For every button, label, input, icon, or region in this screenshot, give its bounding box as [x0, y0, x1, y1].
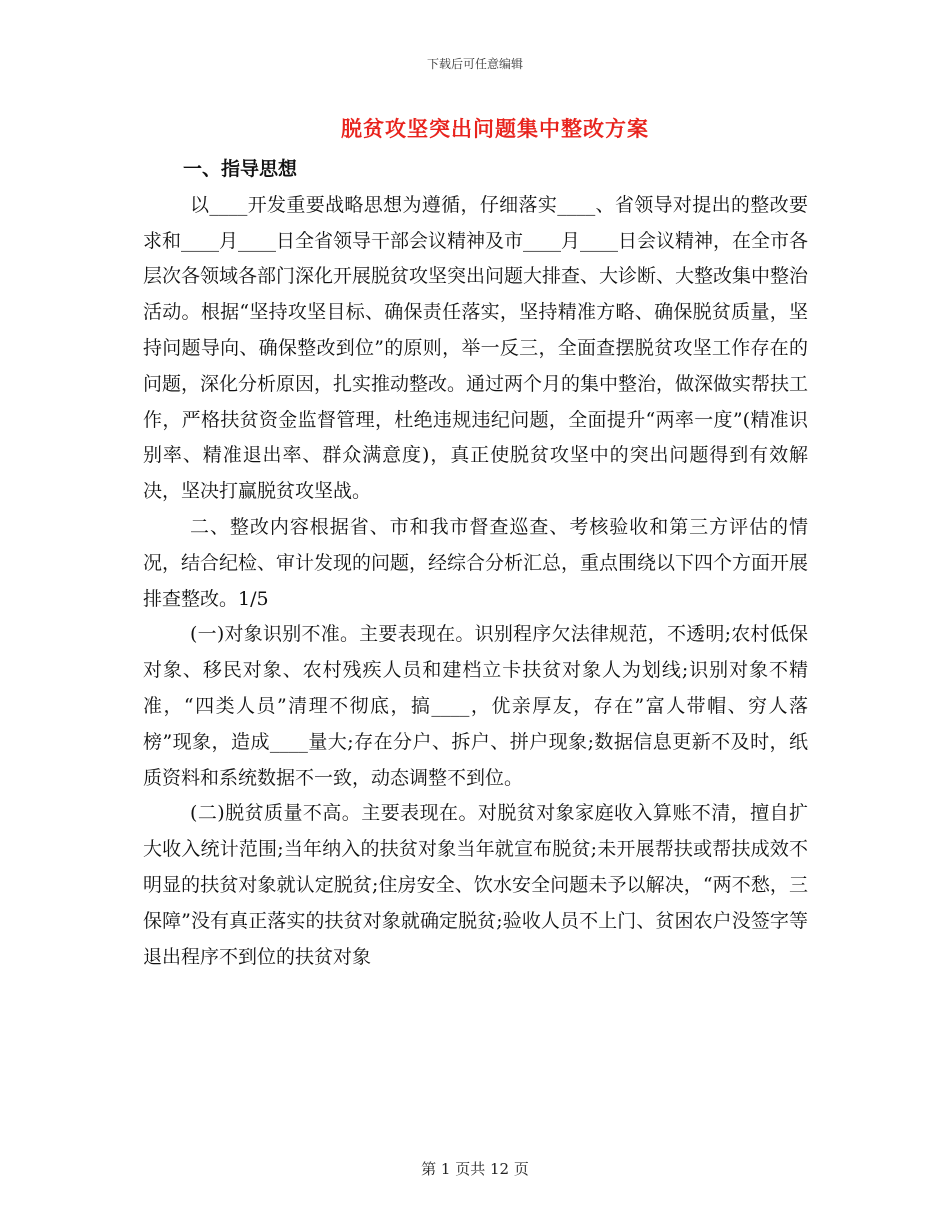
document-body	[143, 152, 808, 975]
paragraph-rectification-content: 二、整改内容根据省、市和我市督查巡查、考核验收和第三方评估的情况，结合纪检、审计发现的问题，经综合分析汇总，重点围绕以下四个方面开展排查整改。1/5	[143, 515, 809, 610]
document-title: 脱贫攻坚突出问题集中整改方案	[341, 116, 649, 141]
page-number-footer: 第 1 页共 12 页	[421, 1160, 529, 1178]
paragraph-guiding-ideology: 以____开发重要战略思想为遵循，仔细落实____、省领导对提出的整改要求和____月____日全省领导干部会议精神及市____月____日会议精神，在全市各层次各领域各部门深化开展脱贫攻坚突出问题大排查、大诊断、大整改集中整治活动。根据“坚持攻坚目标、确保责任落实，坚持精准方略、确保脱贫质量，坚持问题导向、确保整改到位”的原则，举一反三，全面查摆脱贫攻坚工作存在的问题，深化分析原因，扎实推动整改。通过两个月的集中整治，做深做实帮扶工作，严格扶贫资金监督管理，杜绝违规违纪问题，全面提升“两率一度”(精准识别率、精准退出率、群众满意度)，真正使脱贫攻坚中的突出问题得到有效解决，坚决打赢脱贫攻坚战。	[143, 193, 809, 503]
section-heading-guiding-ideology: 一、指导思想	[183, 158, 298, 180]
paragraph-poverty-exit-quality: (二)脱贫质量不高。主要表现在。对脱贫对象家庭收入算账不清，擅自扩大收入统计范围;当年纳入的扶贫对象当年就宣布脱贫;未开展帮扶或帮扶成效不明显的扶贫对象就认定脱贫;住房安全、饮水安全问题未予以解决，“两不愁，三保障”没有真正落实的扶贫对象就确定脱贫;验收人员不上门、贫困农户没签字等退出程序不到位的扶贫对象	[143, 802, 808, 968]
page-header-note: 下载后可任意编辑	[426, 57, 523, 71]
paragraph-target-identification: (一)对象识别不准。主要表现在。识别程序欠法律规范，不透明;农村低保对象、移民对象、农村残疾人员和建档立卡扶贫对象人为划线;识别对象不精准，“四类人员”清理不彻底，搞____，优亲厚友，存在”富人带帽、穷人落榜”现象，造成____量大;存在分户、拆户、拼户现象;数据信息更新不及时，纸质资料和系统数据不一致，动态调整不到位。	[143, 623, 808, 789]
